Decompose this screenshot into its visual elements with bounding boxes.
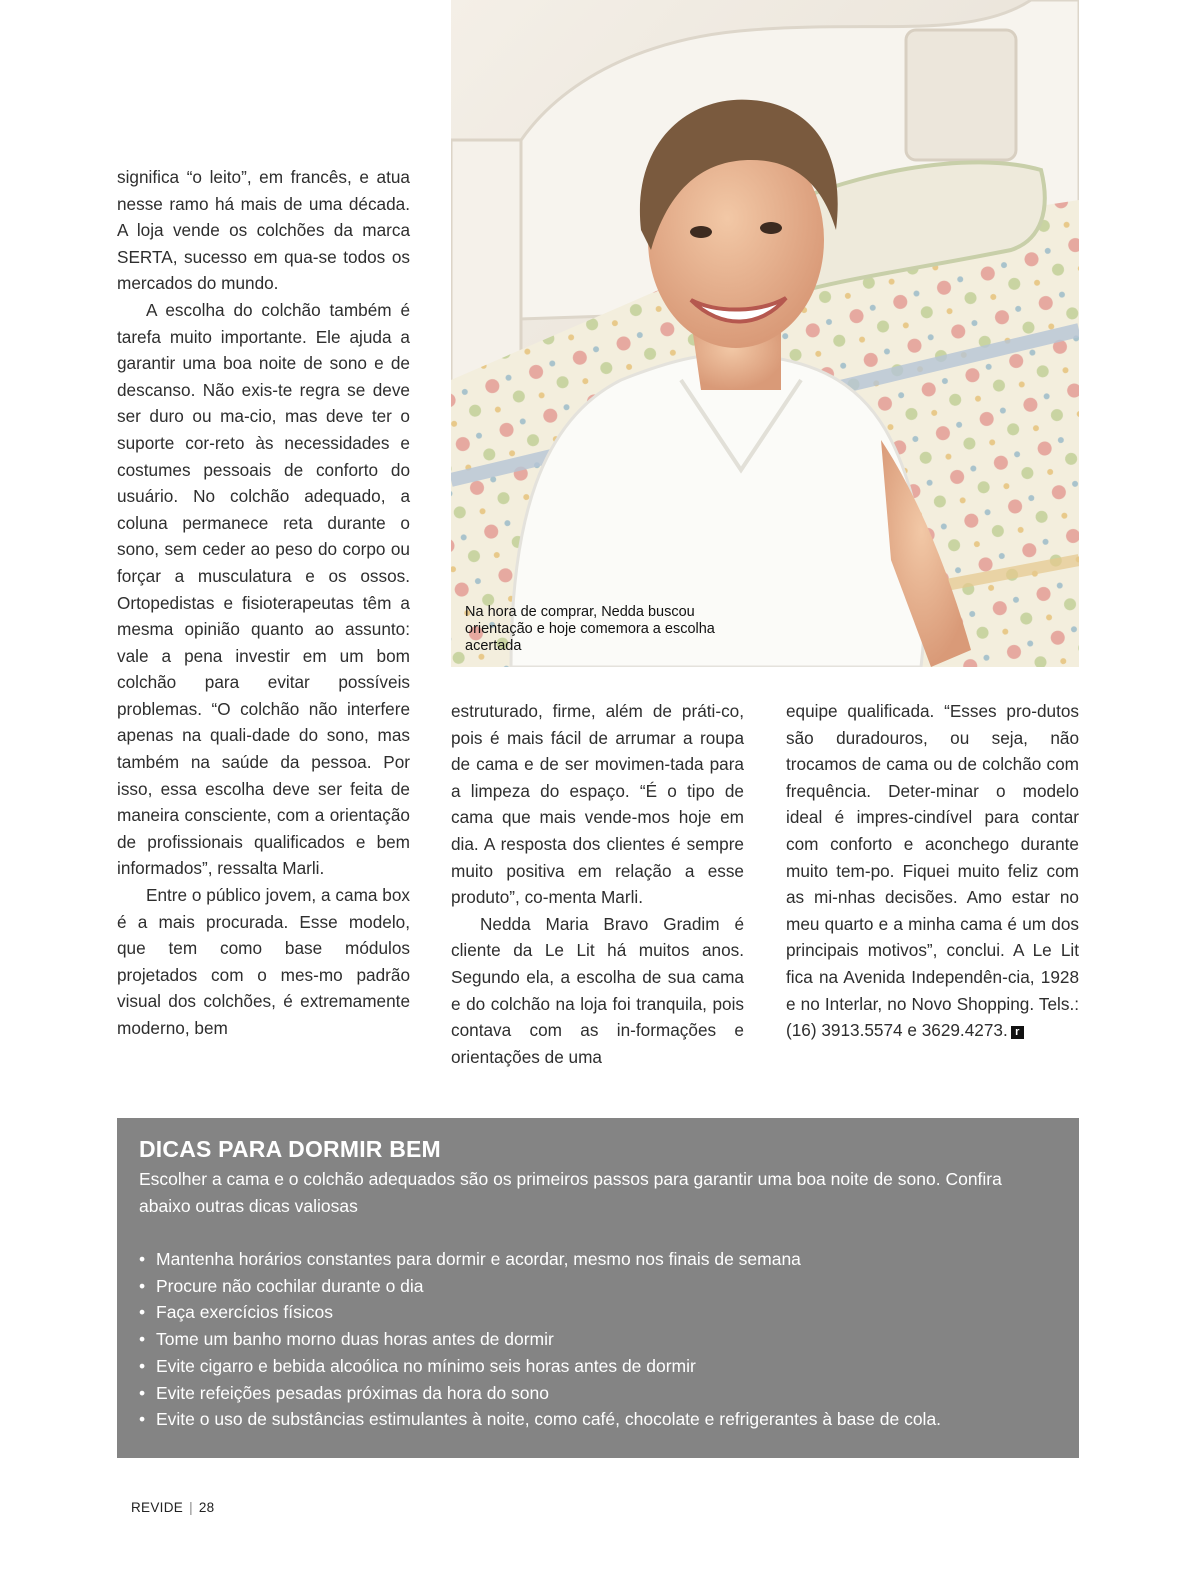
list-item — [139, 1380, 941, 1407]
bullet-icon: • — [139, 1355, 146, 1376]
list-item — [139, 1326, 941, 1353]
footer-separator: | — [189, 1500, 193, 1515]
list-item — [139, 1299, 941, 1326]
tips-title: DICAS PARA DORMIR BEM — [139, 1136, 441, 1162]
tips-list — [139, 1246, 941, 1433]
sleep-tips-box — [117, 1118, 1079, 1458]
bullet-icon: • — [139, 1329, 146, 1350]
article-paragraph: significa “o leito”, em francês, e atua nesse ramo há mais de uma década. A loja vende os colchões da marca SERTA, sucesso em qua-se todos os mercados do mundo. — [117, 167, 410, 294]
bullet-icon: • — [139, 1382, 146, 1403]
tip-text: Faça exercícios físicos — [156, 1302, 333, 1323]
tip-text: Tome um banho morno duas horas antes de dormir — [156, 1329, 554, 1350]
article-paragraph: Nedda Maria Bravo Gradim é cliente da Le Lit há muitos anos. Segundo ela, a escolha de sua cama e do colchão na loja foi tranquila, pois contava com as in-formações e orientações de uma — [451, 913, 744, 1067]
article-paragraph — [786, 698, 1079, 1044]
tip-text: Evite cigarro e bebida alcoólica no mínimo seis horas antes de dormir — [156, 1355, 696, 1376]
end-of-article-mark-icon: r — [1011, 1026, 1024, 1039]
magazine-name: REVIDE — [131, 1500, 184, 1515]
bullet-icon: • — [139, 1302, 146, 1323]
list-item — [139, 1246, 941, 1273]
article-paragraph: Entre o público jovem, a cama box é a mais procurada. Esse modelo, que tem como base módulos projetados com o mes-mo padrão visual dos colchões, é extremamente moderno, bem — [117, 885, 410, 1038]
article-column-3 — [786, 698, 1079, 1044]
list-item — [139, 1273, 941, 1300]
tip-text: Evite refeições pesadas próximas da hora do sono — [156, 1382, 550, 1403]
tip-text: Procure não cochilar durante o dia — [156, 1275, 424, 1296]
woman-on-bed-photo — [451, 0, 1079, 667]
article-column-1 — [117, 164, 410, 1042]
article-paragraph: estruturado, firme, além de práti-co, pois é mais fácil de arrumar a roupa de cama e de ser movimen-tada para a limpeza do espaço. “É o tipo de cama que mais vende-mos hoje em dia. A resposta dos clientes é sempre muito positiva em relação a esse produto”, co-menta Marli. — [451, 701, 744, 908]
article-photo — [451, 0, 1079, 667]
photo-caption: Na hora de comprar, Nedda buscou orientação e hoje comemora a escolha acertada — [465, 604, 715, 654]
list-item — [139, 1353, 941, 1380]
list-item — [139, 1406, 941, 1433]
tip-text: Evite o uso de substâncias estimulantes à noite, como café, chocolate e refrigerantes à base de cola. — [156, 1409, 942, 1430]
article-paragraph-text: equipe qualificada. “Esses pro-dutos são duradouros, ou seja, não trocamos de cama ou de colchão com frequência. Deter-minar o modelo ideal é impres-cindível para contar com conforto e aconchego durante muito tem-po. Fiquei muito feliz com as mi-nhas decisões. Amo estar no meu quarto e a minha cama é um dos principais motivos”, conclui. A Le Lit fica na Avenida Independên-cia, 1928 e no Interlar, no Novo Shopping. Tels.: (16) 3913.5574 e 3629.4273. — [786, 701, 1079, 1041]
page-footer — [131, 1500, 215, 1515]
page-number: 28 — [198, 1500, 215, 1515]
bullet-icon: • — [139, 1275, 146, 1296]
tip-text: Mantenha horários constantes para dormir e acordar, mesmo nos finais de semana — [156, 1249, 801, 1269]
article-column-2 — [451, 698, 744, 1070]
bullet-icon: • — [139, 1249, 146, 1269]
article-paragraph: A escolha do colchão também é tarefa muito importante. Ele ajuda a garantir uma boa noite de sono e de descanso. Não exis-te regra se deve ser duro ou ma-cio, mas deve ter o suporte cor-reto às necessidades e costumes pessoais de conforto do usuário. No colchão adequado, a coluna permanece reta durante o sono, sem ceder ao peso do corpo ou forçar a musculatura e os ossos. Ortopedistas e fisioterapeutas têm a mesma opinião quanto ao assunto: vale a pena investir em um bom colchão para evitar possíveis problemas. “O colchão não interfere apenas na quali-dade do sono, mas também na saúde da pessoa. Por isso, essa escolha deve ser feita de maneira consciente, com a orientação de profissionais qualificados e bem informados”, ressalta Marli. — [117, 299, 410, 879]
bullet-icon: • — [139, 1409, 146, 1430]
tips-intro: Escolher a cama e o colchão adequados são os primeiros passos para garantir uma boa noite de sono. Confira abaixo outras dicas valiosas — [139, 1169, 1002, 1216]
